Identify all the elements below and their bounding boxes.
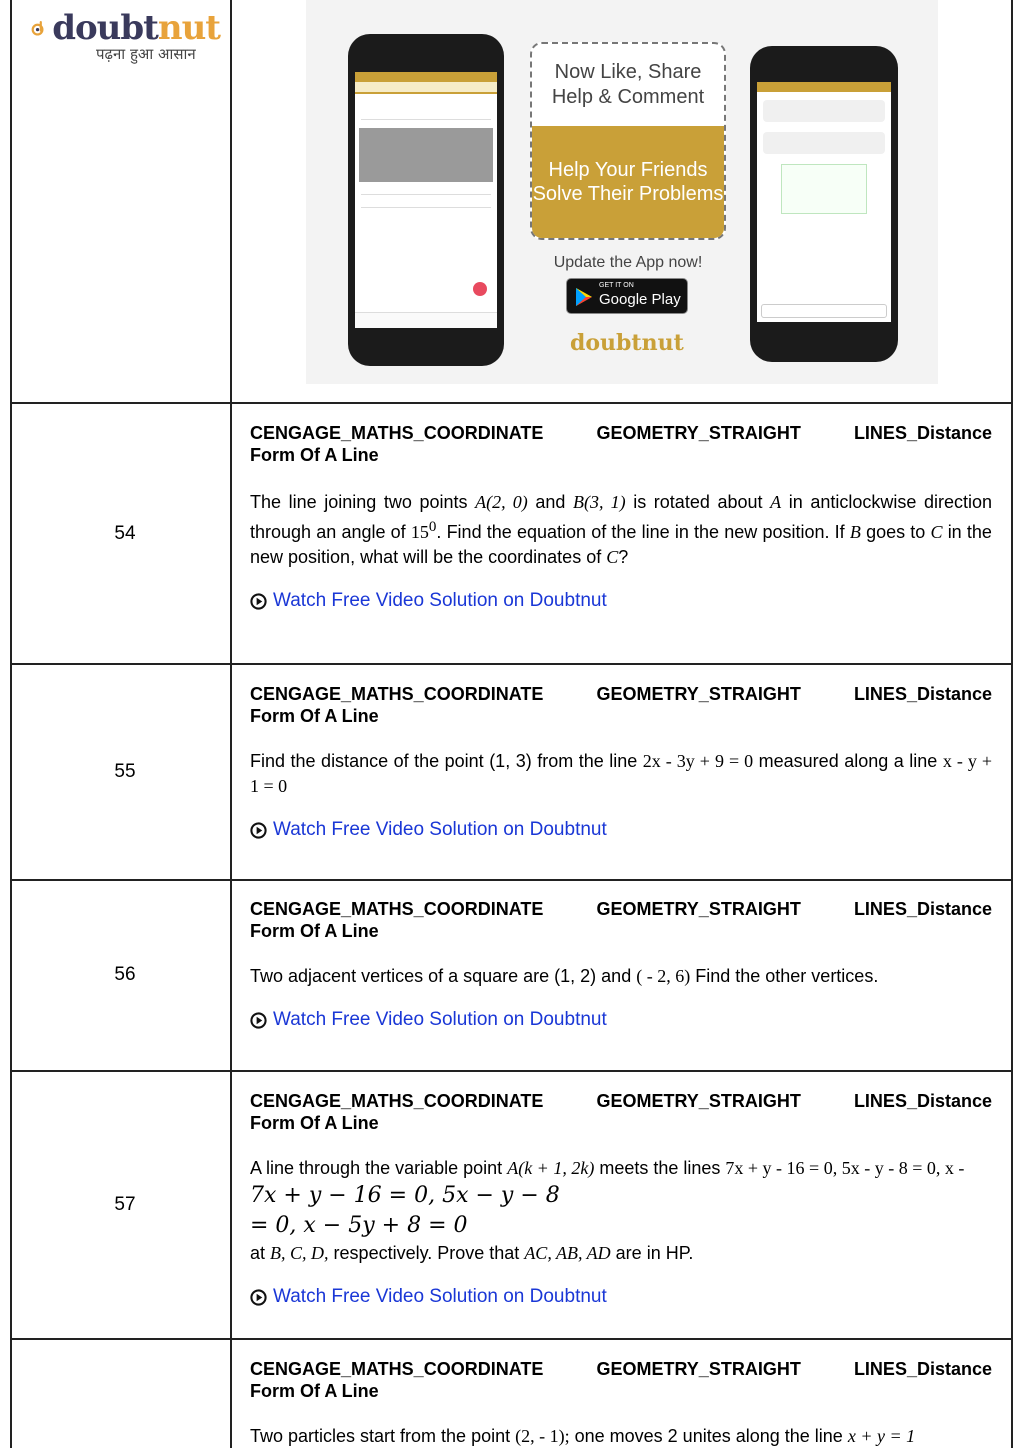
question-cell — [250, 683, 992, 841]
question-number: 56 — [114, 964, 136, 985]
phone-mockup-left — [348, 34, 504, 366]
column-divider — [230, 0, 232, 1448]
question-text: at B, C, D, respectively. Prove that AC, AB, AD are in HP. — [250, 1243, 694, 1263]
row-divider — [10, 663, 1013, 665]
question-cell — [250, 1090, 1022, 1308]
play-circle-icon — [250, 593, 267, 610]
app-promo-banner[interactable] — [306, 0, 938, 384]
chapter-title: CENGAGE_MATHS_COORDINATE GEOMETRY_STRAIGHT LINES_Distance Form Of A Line — [250, 899, 992, 941]
logo-wordmark: doubtnut — [52, 8, 220, 48]
google-play-badge[interactable] — [566, 278, 688, 314]
question-text: Two adjacent vertices of a square are (1, 2) and ( - 2, 6) Find the other vertices. — [250, 966, 879, 986]
play-circle-icon — [250, 1289, 267, 1306]
google-play-icon — [575, 287, 593, 307]
question-text: Find the distance of the point (1, 3) from the line 2x - 3y + 9 = 0 measured along a line x - y + 1 = 0 — [250, 751, 992, 796]
doubtnut-logo — [30, 8, 220, 64]
chapter-title: CENGAGE_MATHS_COORDINATE GEOMETRY_STRAIGHT LINES_Distance Form Of A Line — [250, 423, 992, 465]
update-app-text: Update the App now! — [553, 254, 703, 271]
watch-video-link[interactable]: Watch Free Video Solution on Doubtnut — [250, 819, 992, 841]
chapter-title: CENGAGE_MATHS_COORDINATE GEOMETRY_STRAIGHT LINES_Distance Form Of A Line — [250, 1091, 992, 1133]
question-cell — [250, 422, 992, 612]
promo-headline: Now Like, Share Help & Comment — [551, 61, 705, 108]
doubtnut-logo-icon — [30, 13, 46, 43]
promo-message-box — [530, 42, 726, 240]
question-number: 54 — [114, 523, 136, 544]
row-divider — [10, 1338, 1013, 1340]
question-cell — [250, 1358, 992, 1448]
chapter-title: CENGAGE_MATHS_COORDINATE GEOMETRY_STRAIGHT LINES_Distance Form Of A Line — [250, 684, 992, 726]
question-text: A line through the variable point A(k + 1, 2k) meets the lines 7x + y - 16 = 0, 5x - y - 8 = 0, x - — [250, 1158, 965, 1178]
promo-logo: doubtnut — [570, 330, 684, 356]
watch-video-link[interactable]: Watch Free Video Solution on Doubtnut — [250, 1286, 1022, 1308]
watch-video-link[interactable]: Watch Free Video Solution on Doubtnut — [250, 590, 992, 612]
play-circle-icon — [250, 822, 267, 839]
logo-tagline: पढ़ना हुआ आसान — [96, 45, 196, 63]
question-text: The line joining two points A(2, 0) and B(3, 1) is rotated about A in anticlockwise direction through an angle of $15^0$. Find the equation of the line in the new position. If B goes to C in the new position, what will be the coordinates of C? — [250, 492, 992, 567]
question-cell — [250, 898, 992, 1031]
store-small-label: GET IT ON — [599, 282, 634, 289]
phone-screen — [355, 72, 497, 328]
row-divider — [10, 1070, 1013, 1072]
equation-line: 7x + y − 16 = 0, 5x − y − 8 — [250, 1183, 560, 1208]
promo-banner-text: Help Your Friends Solve Their Problems — [532, 126, 724, 238]
play-circle-icon — [250, 1012, 267, 1029]
phone-mockup-right — [750, 46, 898, 362]
row-divider — [10, 879, 1013, 881]
store-big-label: Google Play — [599, 291, 681, 308]
chapter-title: CENGAGE_MATHS_COORDINATE GEOMETRY_STRAIGHT LINES_Distance Form Of A Line — [250, 1359, 992, 1401]
question-number: 55 — [114, 761, 136, 782]
question-number: 57 — [114, 1194, 136, 1215]
equation-line: = 0, x − 5y + 8 = 0 — [250, 1213, 468, 1238]
watch-video-link[interactable]: Watch Free Video Solution on Doubtnut — [250, 1009, 992, 1031]
phone-screen — [757, 82, 891, 322]
row-divider — [10, 402, 1013, 404]
question-text: Two particles start from the point (2, - 1); one moves 2 unites along the line x + y = 1 — [250, 1426, 916, 1446]
